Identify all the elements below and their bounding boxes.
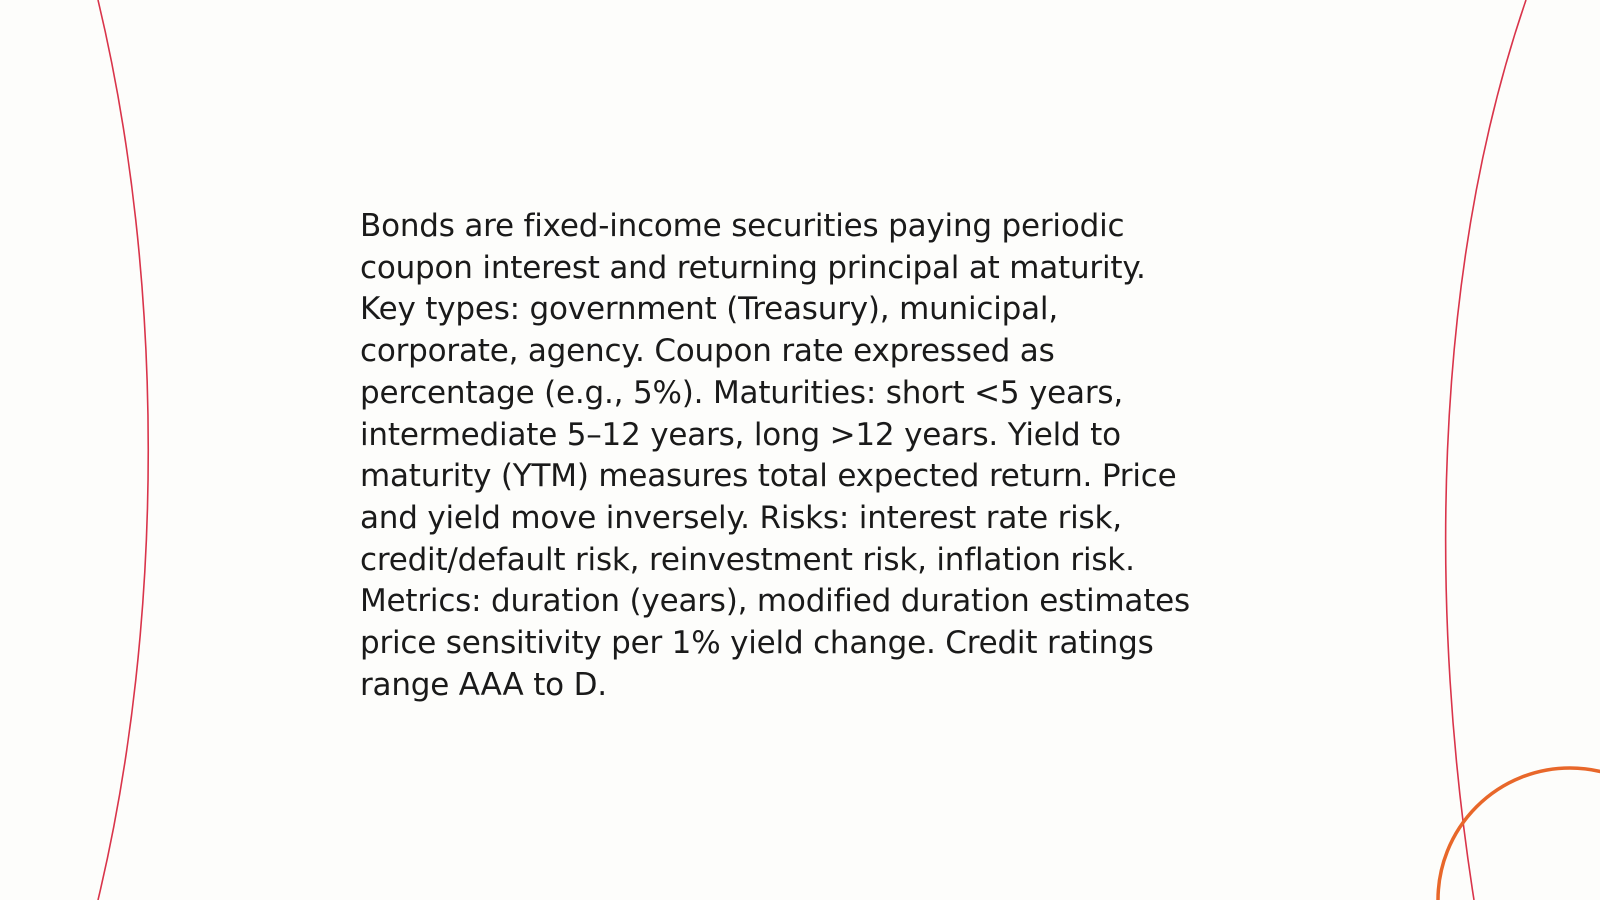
text-line: range AAA to D. — [360, 666, 607, 703]
text-line: corporate, agency. Coupon rate expressed as — [360, 333, 1055, 370]
text-line: percentage (e.g., 5%). Maturities: short <5 years, — [360, 374, 1124, 411]
text-line: coupon interest and returning principal at maturity. — [360, 249, 1146, 286]
text-line: maturity (YTM) measures total expected return. Price — [360, 458, 1177, 495]
right-arc-line — [1446, 0, 1526, 900]
left-arc-line — [98, 0, 148, 900]
text-line: and yield move inversely. Risks: interest rate risk, — [360, 499, 1122, 536]
bonds-overview-text — [360, 206, 1260, 706]
text-line: price sensitivity per 1% yield change. Credit ratings — [360, 625, 1154, 662]
text-line: credit/default risk, reinvestment risk, inflation risk. — [360, 541, 1135, 578]
text-line: Bonds are fixed-income securities paying periodic — [360, 208, 1125, 244]
text-line: Key types: government (Treasury), municipal, — [360, 291, 1058, 328]
accent-circle — [1438, 768, 1600, 900]
text-line: intermediate 5–12 years, long >12 years. Yield to — [360, 416, 1121, 453]
text-line: Metrics: duration (years), modified duration estimates — [360, 583, 1190, 620]
